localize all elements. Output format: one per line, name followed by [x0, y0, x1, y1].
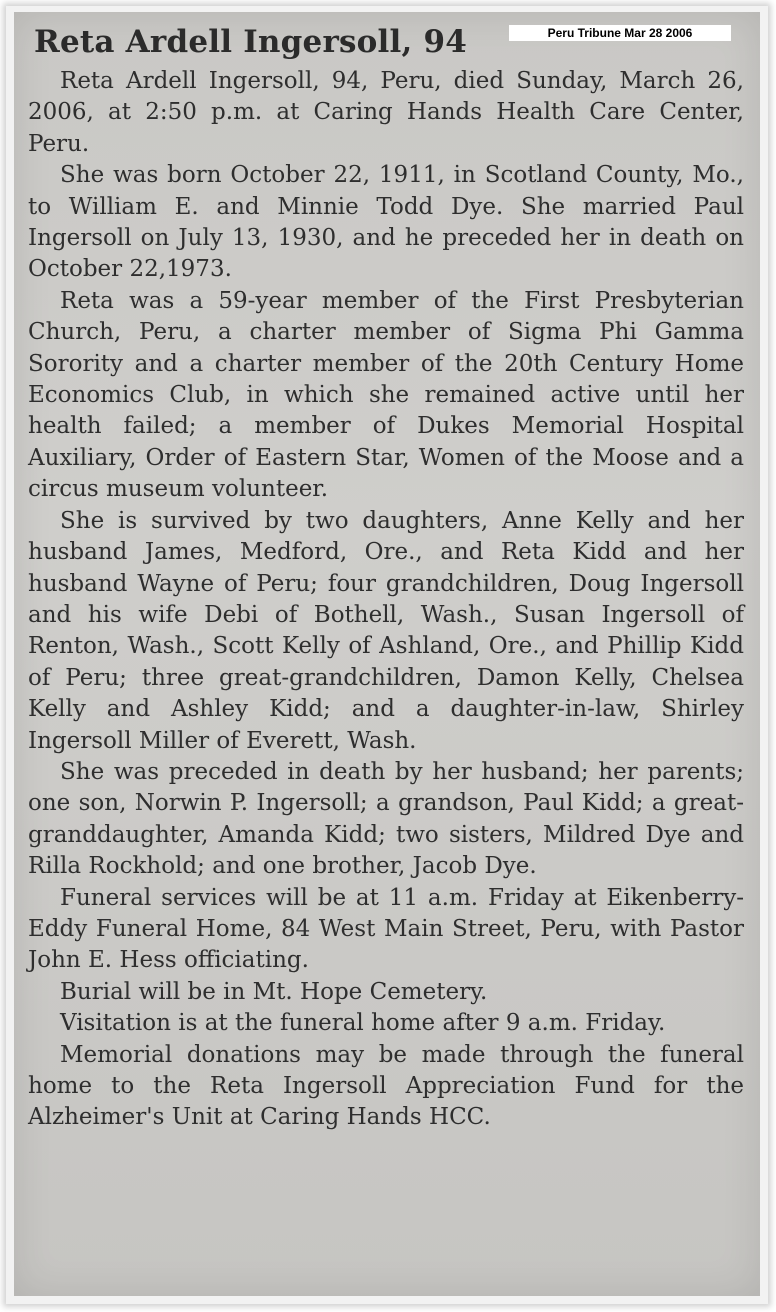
paragraph-visitation: Visitation is at the funeral home after 9 a.m. Friday.: [60, 1010, 666, 1037]
obituary-headline: Reta Ardell Ingersoll, 94: [34, 24, 467, 60]
paragraph-memberships: Reta was a 59-year member of the First Presbyterian Church, Peru, a charter member of Sigma Phi Gamma Sorority and a charter member of the 20th Century Home Economics Club, in which she remained active until her health failed; a member of Dukes Memorial Hospital Auxiliary, Order of Eastern Star, Women of the Moose and a circus museum volunteer.: [28, 287, 744, 503]
paragraph-birth-marriage: She was born October 22, 1911, in Scotland County, Mo., to William E. and Minnie Todd Dye. She married Paul Ingersoll on July 13, 1930, and he preceded her in death on October 22,1973.: [28, 162, 744, 283]
paragraph-preceded: She was preceded in death by her husband; her parents; one son, Norwin P. Ingersoll; a grandson, Paul Kidd; a great-granddaughter, Amanda Kidd; two sisters, Mildred Dye and Rilla Rockhold; and one brother, Jacob Dye.: [28, 758, 744, 880]
source-label: Peru Tribune Mar 28 2006: [509, 25, 731, 41]
obituary-body: [28, 66, 744, 1134]
paragraph-memorial: Memorial donations may be made through the funeral home to the Reta Ingersoll Appreciation Fund for the Alzheimer's Unit at Caring Hands HCC.: [28, 1041, 744, 1131]
paragraph-survivors: She is survived by two daughters, Anne Kelly and her husband James, Medford, Ore., and Reta Kidd and her husband Wayne of Peru; four grandchildren, Doug Ingersoll and his wife Debi of Bothell, Wash., Susan Ingersoll of Renton, Wash., Scott Kelly of Ashland, Ore., and Phillip Kidd of Peru; three great-grandchildren, Damon Kelly, Chelsea Kelly and Ashley Kidd; and a daughter-in-law, Shirley Ingersoll Miller of Everett, Wash.: [28, 507, 744, 754]
paragraph-funeral: Funeral services will be at 11 a.m. Friday at Eikenberry-Eddy Funeral Home, 84 West Main Street, Peru, with Pastor John E. Hess officiating.: [28, 884, 744, 974]
paragraph-death-notice: Reta Ardell Ingersoll, 94, Peru, died Sunday, March 26, 2006, at 2:50 p.m. at Caring Hands Health Care Center, Peru.: [28, 68, 744, 157]
paragraph-burial: Burial will be in Mt. Hope Cemetery.: [60, 978, 488, 1005]
